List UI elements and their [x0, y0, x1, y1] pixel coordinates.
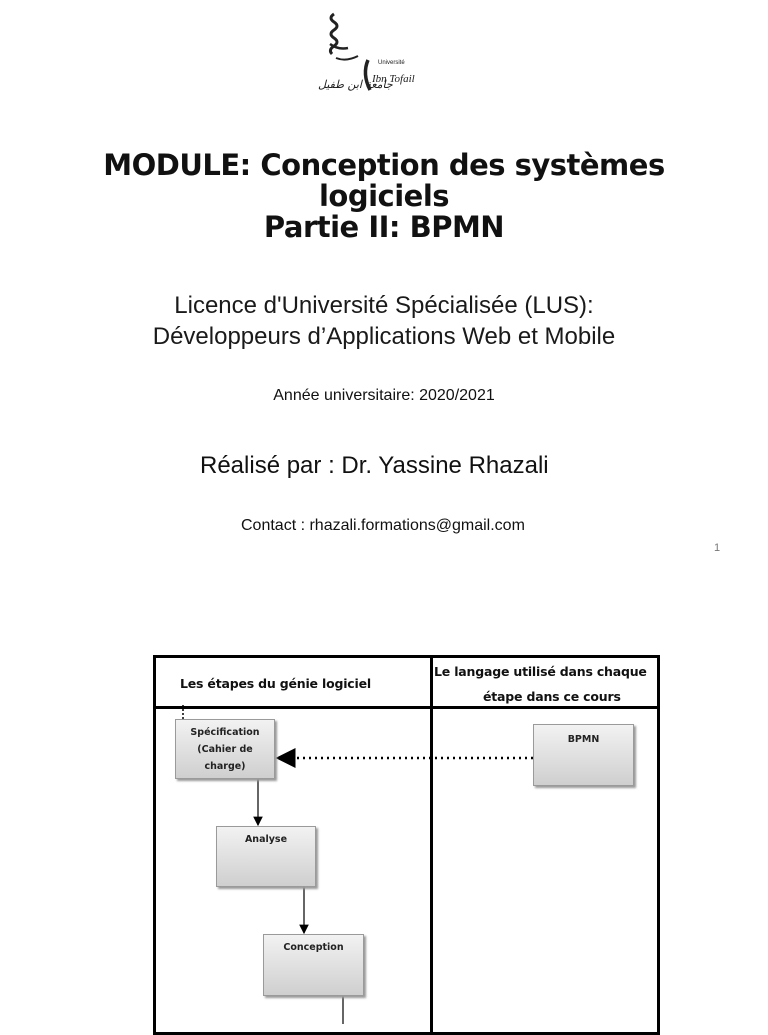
specification-line-1: Spécification: [190, 727, 260, 738]
svg-text:Ibn Tofail: Ibn Tofail: [372, 73, 415, 85]
academic-year: Année universitaire: 2020/2021: [273, 387, 495, 404]
title-line-2: logiciels: [318, 179, 450, 213]
specification-box: [175, 719, 275, 779]
analyse-box: [216, 826, 316, 887]
title-line-1: MODULE: Conception des systèmes: [103, 148, 665, 182]
conception-box: [263, 934, 364, 996]
specification-line-3: charge): [204, 761, 246, 772]
contact-line: Contact : rhazali.formations@gmail.com: [241, 517, 525, 534]
subtitle-line-2: Développeurs d’Applications Web et Mobile: [152, 323, 616, 350]
author-line: Réalisé par : Dr. Yassine Rhazali: [200, 452, 549, 479]
svg-text:Université: Université: [378, 60, 405, 66]
svg-text:جامعة ابن طفيل: جامعة ابن طفيل: [318, 78, 393, 91]
title-line-3: Partie II: BPMN: [263, 210, 505, 244]
header-right-line-2: étape dans ce cours: [483, 689, 621, 704]
conception-label: Conception: [283, 942, 344, 953]
header-right-line-1: Le langage utilisé dans chaque: [434, 664, 647, 679]
bpmn-box: [533, 724, 634, 786]
page-number: 1: [714, 542, 721, 554]
bpmn-label: BPMN: [567, 734, 600, 745]
analyse-label: Analyse: [244, 834, 288, 845]
subtitle-line-1: Licence d'Université Spécialisée (LUS):: [174, 292, 594, 319]
specification-line-2: (Cahier de: [197, 744, 253, 755]
header-left: Les étapes du génie logiciel: [180, 676, 371, 691]
